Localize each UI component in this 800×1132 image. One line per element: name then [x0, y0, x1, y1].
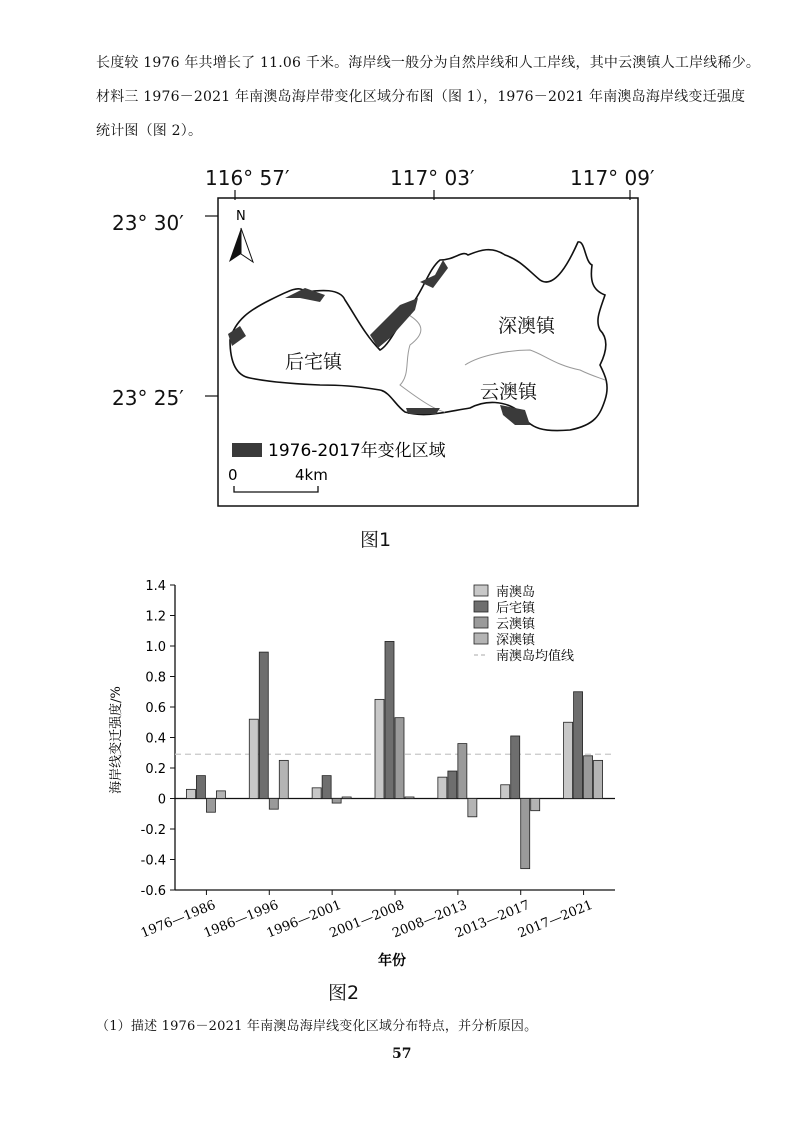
x-tick-label: 2013—2017	[453, 897, 533, 942]
y-tick-label: 0.4	[145, 731, 166, 747]
y-tick-label: -0.6	[140, 884, 166, 899]
bar	[269, 799, 278, 810]
bar	[206, 799, 215, 813]
text-line-1: 长度较 1976 年共增长了 11.06 千米。海岸线一般分为自然岸线和人工岸线，其中云澳镇人工岸线稀少。	[96, 55, 761, 71]
figure1-caption: 图1	[360, 529, 392, 551]
x-tick-label: 1986—1996	[201, 897, 281, 942]
bar	[186, 789, 195, 798]
legend-swatch	[474, 585, 488, 596]
y-axis	[141, 579, 175, 899]
bar	[249, 719, 258, 798]
y-tick-label: 0.8	[145, 670, 166, 686]
scale-start: 0	[228, 466, 238, 484]
x-axis-title: 年份	[378, 953, 406, 969]
lon-label-2: 117° 03′	[390, 166, 475, 190]
legend-swatch	[474, 617, 488, 628]
x-axis	[139, 799, 615, 942]
town-label-houzhai: 后宅镇	[285, 351, 343, 373]
town-label-shenao: 深澳镇	[498, 315, 556, 337]
y-tick-label: 1.4	[145, 579, 166, 594]
lon-label-1: 116° 57′	[205, 166, 290, 190]
lat-label-2: 23° 25′	[112, 386, 184, 410]
chart-legend	[474, 584, 574, 664]
y-tick-label: 0.2	[145, 762, 166, 777]
bar	[279, 760, 288, 798]
bar	[395, 718, 404, 799]
legend-label: 后宅镇	[496, 601, 536, 616]
bar	[322, 776, 331, 799]
coastline-change-chart	[90, 570, 650, 990]
text-line-3: 统计图（图 2）。	[96, 123, 203, 139]
bar	[521, 799, 530, 869]
town-boundary-1	[400, 310, 445, 412]
bar	[501, 785, 510, 799]
y-tick-label: 1.0	[145, 640, 166, 655]
bar	[584, 756, 593, 799]
legend-label: 云澳镇	[496, 617, 536, 632]
legend-label: 南澳岛	[496, 585, 536, 600]
bar	[458, 744, 467, 799]
town-boundary-2	[465, 350, 605, 380]
bar	[594, 760, 603, 798]
bar	[216, 791, 225, 799]
legend-swatch	[232, 443, 262, 457]
bar	[385, 641, 394, 798]
y-axis-title: 海岸线变迁强度/%	[109, 686, 124, 794]
bar	[342, 797, 351, 799]
bar	[511, 736, 520, 799]
y-tick-label: -0.2	[140, 823, 166, 838]
town-label-yunao: 云澳镇	[480, 381, 538, 403]
bar	[448, 771, 457, 798]
bar	[332, 799, 341, 804]
bar	[405, 797, 414, 799]
lat-label-1: 23° 30′	[112, 211, 184, 235]
coastline-map	[100, 150, 700, 510]
bar	[196, 776, 205, 799]
y-tick-label: 0	[157, 792, 166, 808]
scale-end: 4km	[295, 466, 328, 484]
bar	[438, 777, 447, 798]
x-tick-label: 1976—1986	[138, 897, 218, 942]
lon-label-3: 117° 09′	[570, 166, 655, 190]
legend-label: 1976-2017年变化区域	[268, 441, 446, 461]
y-tick-label: 0.6	[145, 701, 166, 716]
x-tick-label: 2008—2013	[390, 897, 470, 942]
bar	[574, 692, 583, 799]
figure2-caption: 图2	[328, 982, 360, 1004]
north-label: N	[236, 209, 246, 224]
x-tick-label: 2001—2008	[327, 897, 407, 942]
bar	[468, 799, 477, 817]
legend-label: 南澳岛均值线	[496, 649, 575, 664]
y-tick-label: 1.2	[145, 609, 166, 625]
bar	[259, 652, 268, 798]
bar	[531, 799, 540, 811]
legend-label: 深澳镇	[496, 633, 536, 648]
x-tick-label: 2017—2021	[516, 897, 596, 942]
legend-swatch	[474, 601, 488, 612]
bar	[564, 722, 573, 798]
question-text: （1）描述 1976－2021 年南澳岛海岸线变化区域分布特点，并分析原因。	[96, 1019, 538, 1034]
scale-bar	[228, 466, 328, 492]
x-tick-label: 1996—2001	[264, 897, 344, 942]
page-number: 57	[392, 1046, 412, 1062]
north-arrow	[229, 209, 253, 262]
y-tick-label: -0.4	[140, 853, 166, 869]
map-legend	[232, 440, 446, 461]
legend-swatch	[474, 633, 488, 644]
bar	[375, 699, 384, 798]
bar	[312, 788, 321, 799]
bars	[175, 641, 615, 868]
text-line-2: 材料三 1976－2021 年南澳岛海岸带变化区域分布图（图 1），1976－2021 年南澳岛海岸线变迁强度	[96, 89, 746, 105]
